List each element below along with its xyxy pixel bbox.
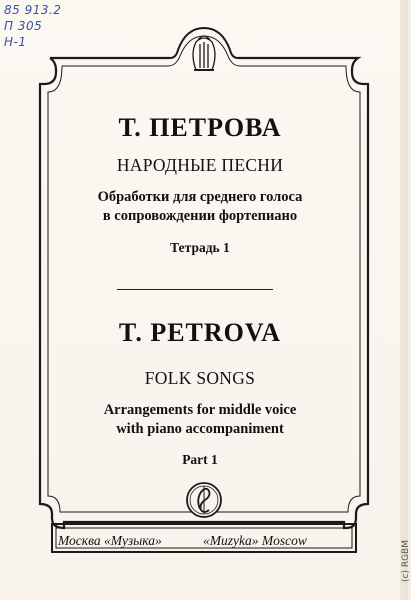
rgbm-watermark: (c) RGBM — [401, 540, 411, 582]
muzyka-publisher-logo — [187, 483, 221, 517]
title-russian: НАРОДНЫЕ ПЕСНИ — [116, 155, 284, 175]
shelfmark-line-1: 85 913.2 — [4, 3, 62, 17]
subtitle-russian — [40, 188, 360, 226]
author-russian: Т. ПЕТРОВА — [118, 113, 282, 142]
shelfmark-line-2: П 305 — [4, 19, 43, 33]
author-english: T. PETROVA — [118, 318, 282, 347]
subtitle-english-line-2: with piano accompaniment — [116, 421, 284, 437]
part-english: Part 1 — [182, 452, 218, 467]
shelfmark-line-3: Н-1 — [4, 35, 27, 49]
publisher-english: «Muzyka» Moscow — [203, 533, 307, 548]
part-russian: Тетрадь 1 — [170, 240, 230, 255]
section-divider — [117, 289, 273, 290]
title-english: FOLK SONGS — [144, 368, 256, 388]
lyre-icon — [193, 36, 215, 70]
subtitle-russian-line-2: в сопровождении фортепиано — [102, 208, 298, 224]
subtitle-english-line-1: Arrangements for middle voice — [103, 402, 297, 418]
publisher-russian: Москва «Музыка» — [58, 533, 162, 548]
subtitle-russian-line-1: Обработки для среднего голоса — [97, 189, 303, 205]
subtitle-english — [40, 401, 360, 439]
